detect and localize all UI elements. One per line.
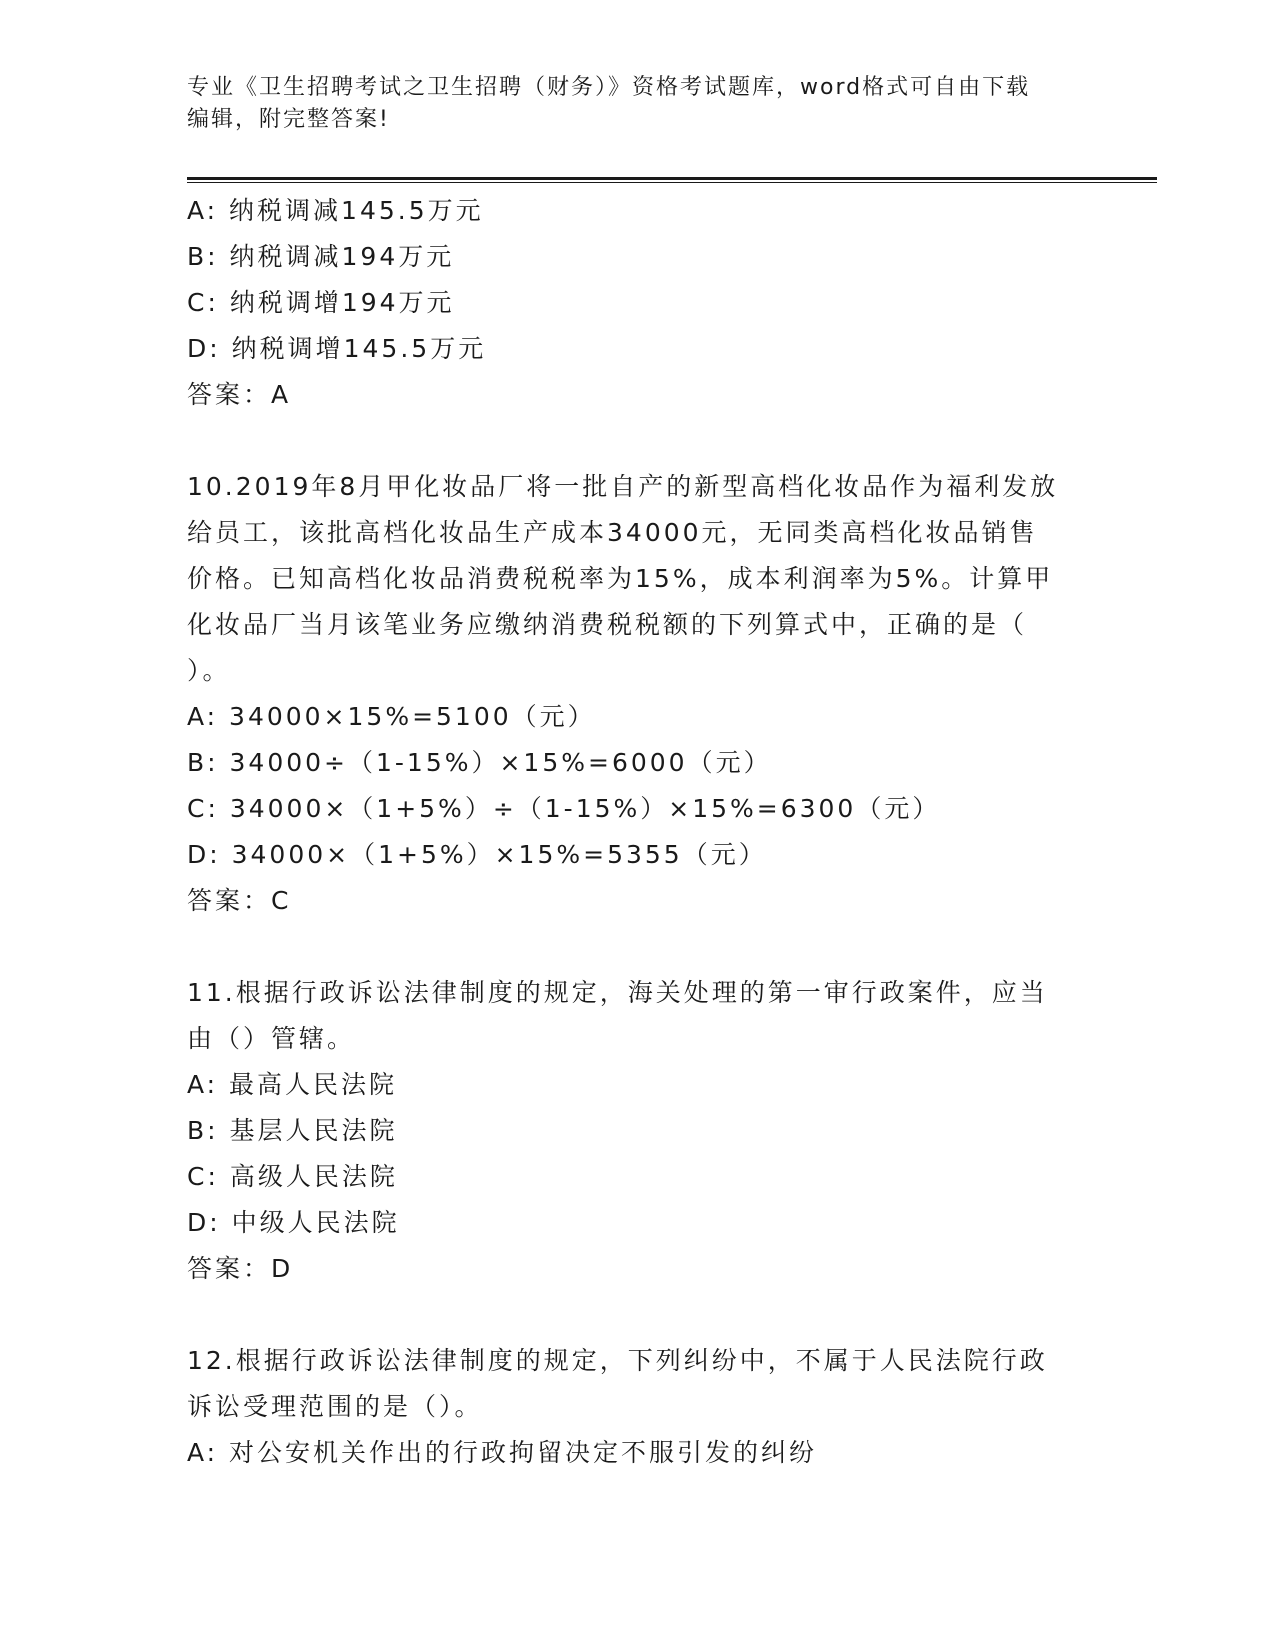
option-a: A: 对公安机关作出的行政拘留决定不服引发的纠纷 — [187, 1438, 818, 1467]
document-header — [187, 72, 1087, 136]
option-b: B: 34000÷（1-15%）×15%=6000（元） — [187, 748, 772, 777]
option-c: C: 高级人民法院 — [187, 1162, 398, 1191]
question-9 — [187, 188, 1087, 418]
header-line-2: 编辑，附完整答案! — [187, 107, 390, 132]
question-text-line: 10.2019年8月甲化妆品厂将一批自产的新型高档化妆品作为福利发放 — [187, 472, 1059, 501]
header-divider-thin — [187, 182, 1157, 183]
option-d: D: 中级人民法院 — [187, 1208, 400, 1237]
question-text-line: 给员工，该批高档化妆品生产成本34000元，无同类高档化妆品销售 — [187, 518, 1038, 547]
question-text-line: 诉讼受理范围的是（）。 — [187, 1392, 483, 1421]
option-a: A: 最高人民法院 — [187, 1070, 398, 1099]
question-text-line: 价格。已知高档化妆品消费税税率为15%，成本利润率为5%。计算甲 — [187, 564, 1054, 593]
option-a: A: 34000×15%=5100（元） — [187, 702, 596, 731]
option-c: C: 34000×（1+5%）÷（1-15%）×15%=6300（元） — [187, 794, 941, 823]
header-divider-thick — [187, 177, 1157, 180]
question-text-line: 由（）管辖。 — [187, 1024, 356, 1053]
question-text-line: 11.根据行政诉讼法律制度的规定，海关处理的第一审行政案件，应当 — [187, 978, 1048, 1007]
header-line-1: 专业《卫生招聘考试之卫生招聘（财务）》资格考试题库，word格式可自由下载 — [187, 75, 1031, 100]
option-a: A: 纳税调减145.5万元 — [187, 196, 484, 225]
option-c: C: 纳税调增194万元 — [187, 288, 455, 317]
question-10 — [187, 464, 1087, 924]
question-text-line: ）。 — [187, 656, 231, 685]
answer-line: 答案：D — [187, 1254, 294, 1283]
option-d: D: 34000×（1+5%）×15%=5355（元） — [187, 840, 767, 869]
question-12 — [187, 1338, 1087, 1476]
question-11 — [187, 970, 1087, 1292]
option-b: B: 纳税调减194万元 — [187, 242, 455, 271]
option-b: B: 基层人民法院 — [187, 1116, 398, 1145]
spacer — [187, 924, 1087, 970]
question-text-line: 12.根据行政诉讼法律制度的规定，下列纠纷中，不属于人民法院行政 — [187, 1346, 1048, 1375]
answer-line: 答案：C — [187, 886, 292, 915]
option-d: D: 纳税调增145.5万元 — [187, 334, 487, 363]
spacer — [187, 418, 1087, 464]
answer-line: 答案：A — [187, 380, 292, 409]
question-text-line: 化妆品厂当月该笔业务应缴纳消费税税额的下列算式中，正确的是（ — [187, 610, 1028, 639]
spacer — [187, 1292, 1087, 1338]
question-content — [187, 188, 1087, 1476]
